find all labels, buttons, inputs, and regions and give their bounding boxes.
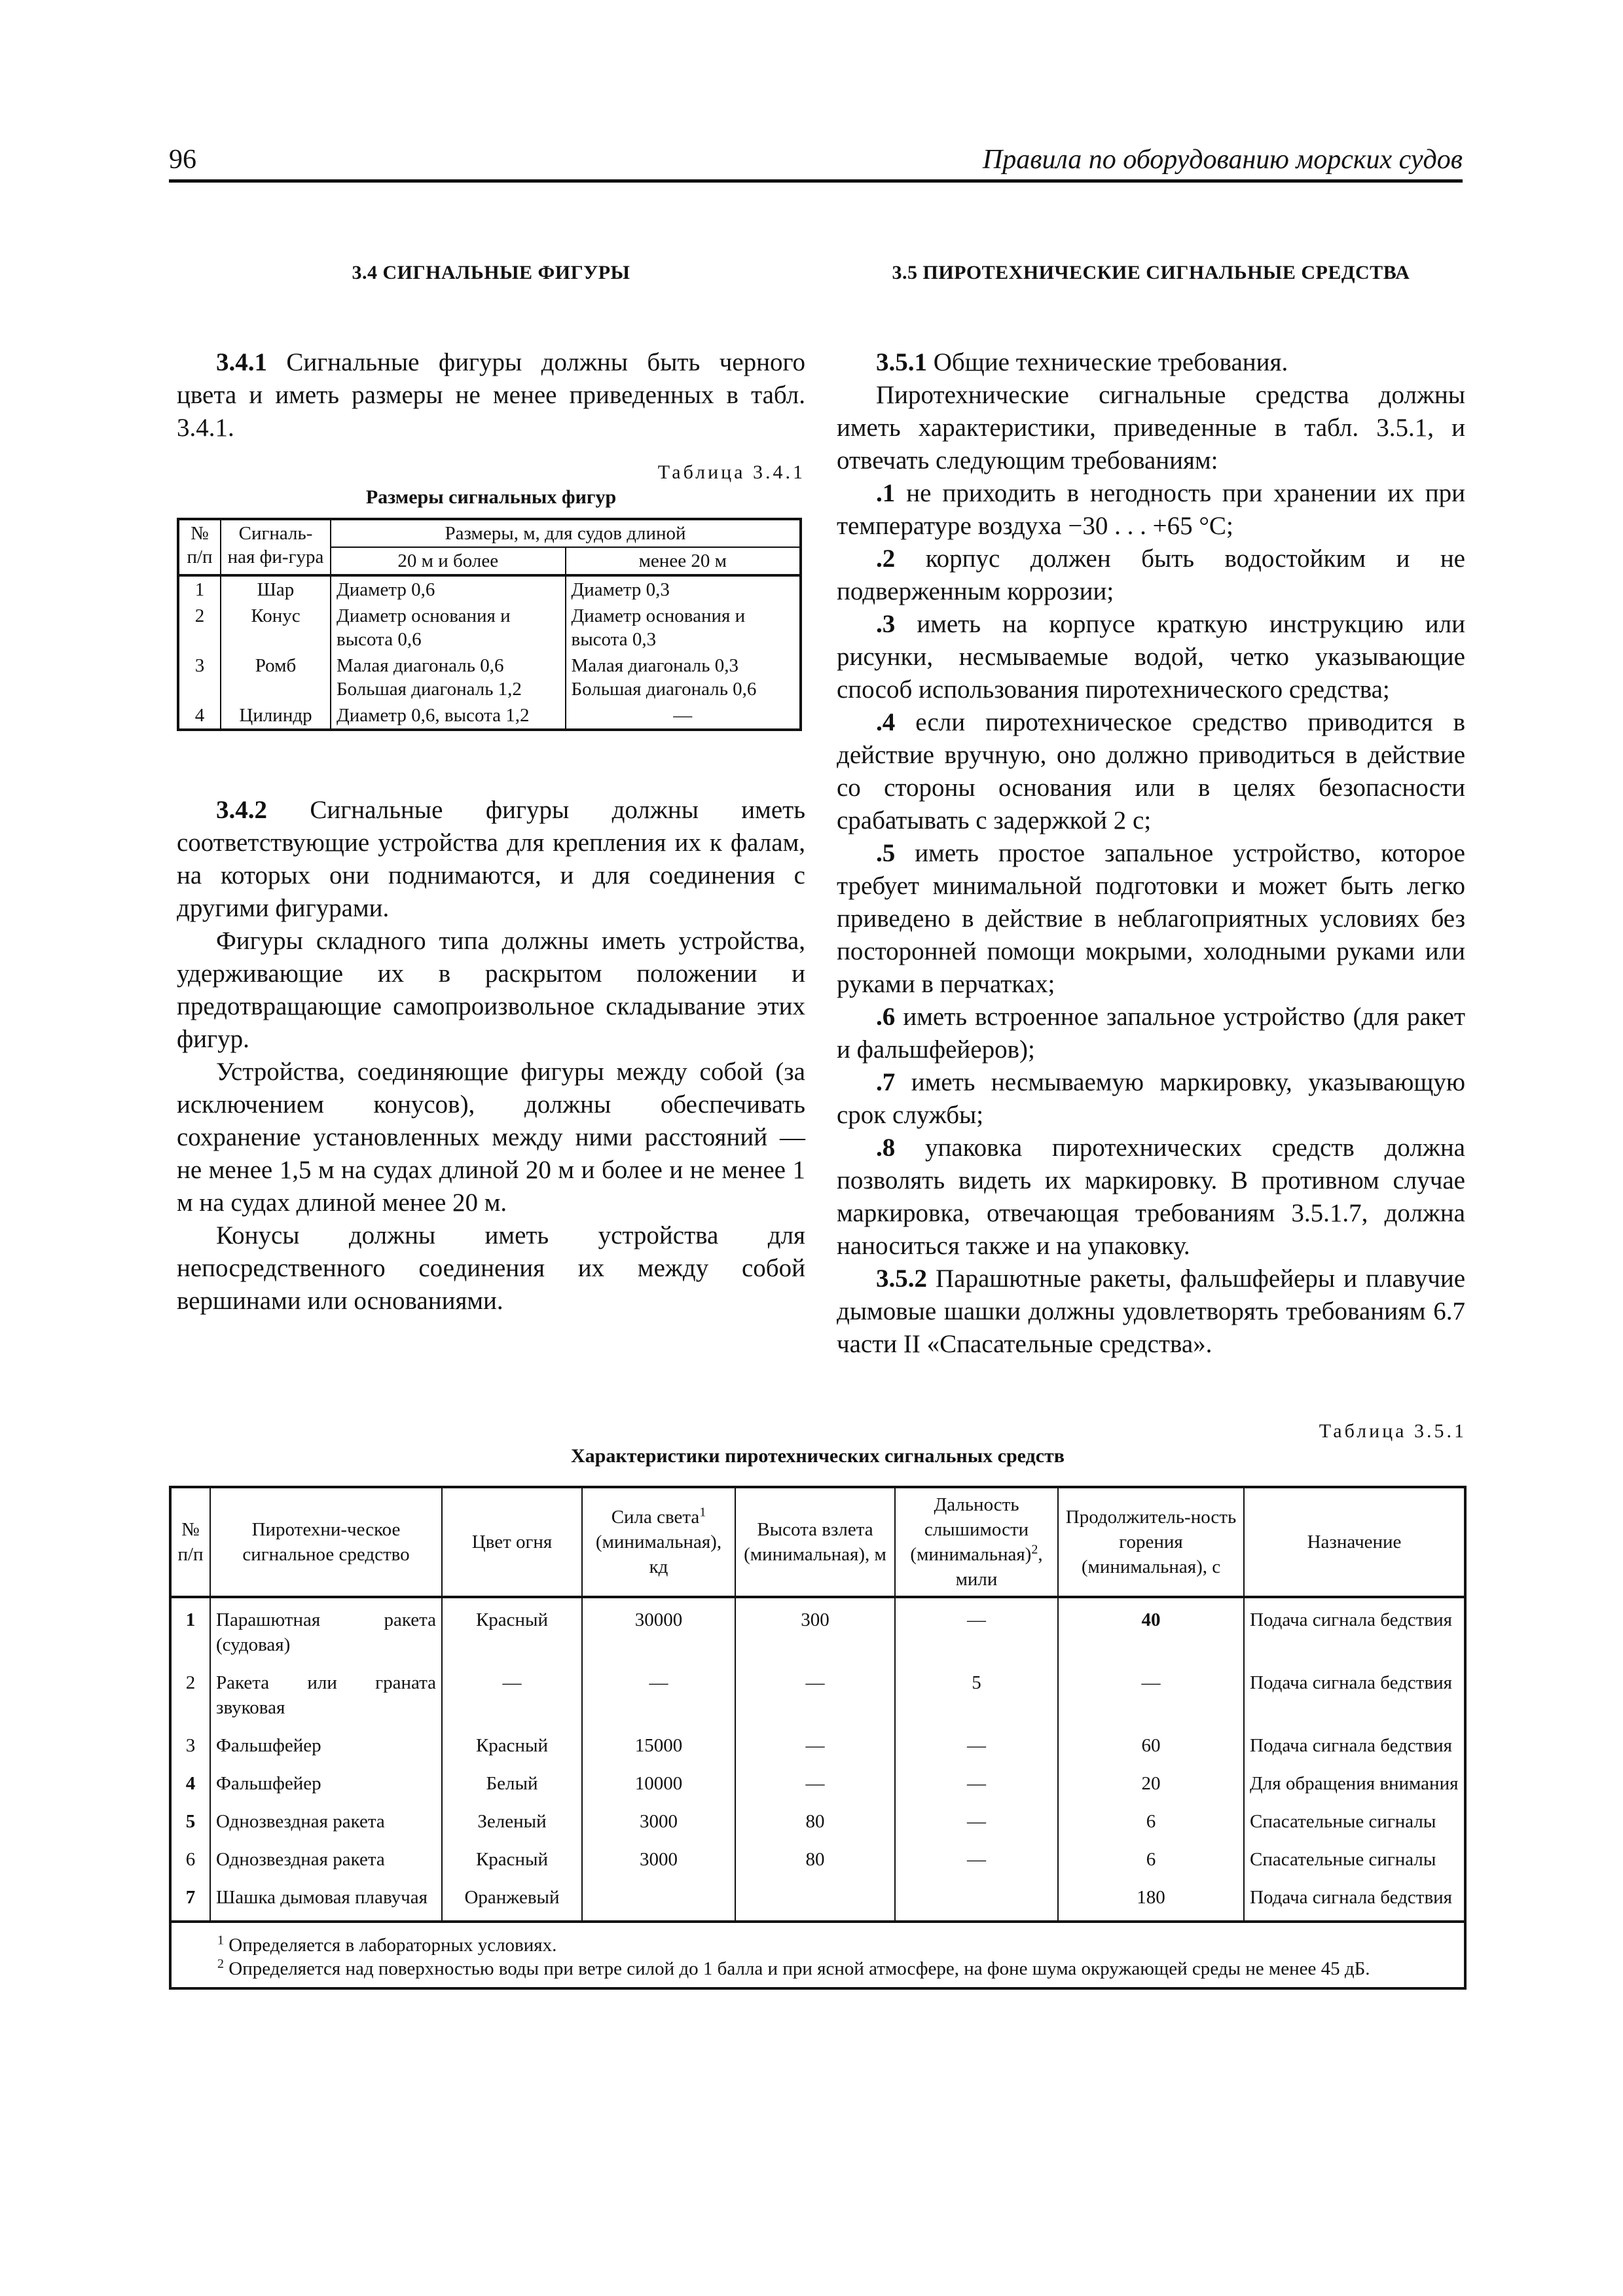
paragraph-cones: Конусы должны иметь устройства для непосредственного соединения их между собой вершинами или основаниями. xyxy=(177,1221,805,1315)
table-row: 1 Парашютная ракета (судовая) Красный 30000 300 — 40 Подача сигнала бедствия xyxy=(170,1597,1465,1668)
col-header-device: Пиротехни-ческое сигнальное средство xyxy=(210,1487,442,1597)
table-3-5-1-title: Характеристики пиротехнических сигнальных средств xyxy=(571,1445,1065,1467)
col-header-sizes: Размеры, м, для судов длиной xyxy=(331,519,801,547)
running-title: Правила по оборудованию морских судов xyxy=(982,145,1463,175)
table-row: 5 Однозвездная ракета Зеленый 3000 80 — 6 Спасательные сигналы xyxy=(170,1806,1465,1844)
col-header-no: № п/п xyxy=(178,519,221,575)
table-row: 1 Шар Диаметр 0,6 Диаметр 0,3 xyxy=(178,575,801,603)
footnote-1: $^1$ Определяется в лабораторных условиях. xyxy=(217,1933,557,1956)
table-row: 7 Шашка дымовая плавучая Оранжевый 180 Подача сигнала бедствия xyxy=(170,1882,1465,1922)
requirement-item: .4 если пиротехническое средство приводится в действие вручную, оно должно приводиться в действие со стороны основания или в целях безопасности срабатывать с задержкой 2 с; xyxy=(837,708,1465,834)
table-row: 3 Ромб Малая диагональ 0,6 Большая диагональ 1,2 Малая диагональ 0,3 Большая диагональ 0,6 xyxy=(178,653,801,702)
table-row: 2 Конус Диаметр основания и высота 0,6 Диаметр основания и высота 0,3 xyxy=(178,603,801,653)
col-header-under-20m: менее 20 м xyxy=(566,547,801,575)
table-3-4-1-title: Размеры сигнальных фигур xyxy=(365,486,617,508)
table-footnotes xyxy=(169,1923,1467,1990)
paragraph-3-4-1: 3.4.1 Сигнальные фигуры должны быть черного цвета и иметь размеры не менее приведенных в табл. 3.4.1. xyxy=(177,348,805,442)
col-header-purpose: Назначение xyxy=(1244,1487,1465,1597)
table-row: 2 Ракета или граната звуковая — — — 5 — Подача сигнала бедствия xyxy=(170,1668,1465,1731)
page-header xyxy=(169,143,1463,183)
table-row: 3 Фальшфейер Красный 15000 — — 60 Подача сигнала бедствия xyxy=(170,1731,1465,1768)
table-3-5-1 xyxy=(169,1486,1467,1923)
paragraph-3-5-1: 3.5.1 Общие технические требования. xyxy=(876,348,1288,376)
requirement-item: .7 иметь несмываемую маркировку, указывающую срок службы; xyxy=(837,1068,1465,1129)
requirement-item: .5 иметь простое запальное устройство, которое требует минимальной подготовки и может быть легко приведено в действие в неблагоприятных условиях без посторонней помощи мокрыми, холодными руками или руками в перчатках; xyxy=(837,839,1465,998)
table-3-5-1-label: Таблица 3.5.1 xyxy=(1319,1420,1467,1442)
col-header-height: Высота взлета (минимальная), м xyxy=(735,1487,895,1597)
requirement-item: .3 иметь на корпусе краткую инструкцию или рисунки, несмываемые водой, четко указывающие способ использования пиротехнического средства; xyxy=(837,610,1465,704)
col-header-duration: Продолжитель-ность горения (минимальная), с xyxy=(1058,1487,1244,1597)
table-3-4-1 xyxy=(177,518,802,731)
section-3-5-title: 3.5 ПИРОТЕХНИЧЕСКИЕ СИГНАЛЬНЫЕ СРЕДСТВА xyxy=(892,262,1410,283)
table-row: 4 Цилиндр Диаметр 0,6, высота 1,2 — xyxy=(178,702,801,730)
paragraph-connecting-devices: Устройства, соединяющие фигуры между собой (за исключением конусов), должны обеспечивать сохранение установленных между ними расстояний — не менее 1,5 м на судах длиной 20 м и более и не менее 1 м на судах длиной менее 20 м. xyxy=(177,1058,805,1217)
page-number: 96 xyxy=(169,145,196,175)
footnote-2: $^2$ Определяется над поверхностью воды при ветре силой до 1 балла и при ясной атмосфере, на фоне шума окружающей среды не менее 45 дБ. xyxy=(217,1956,1370,1979)
col-header-light: Сила света$^1$ (минимальная), кд xyxy=(582,1487,735,1597)
section-3-4-title: 3.4 СИГНАЛЬНЫЕ ФИГУРЫ xyxy=(352,262,630,283)
col-header-range: Дальность слышимости (минимальная)$^2$, мили xyxy=(895,1487,1058,1597)
requirement-item: .8 упаковка пиротехнических средств должна позволять видеть их маркировку. В противном случае маркировка, отвечающая требованиям 3.5.1.7, должна наноситься также и на упаковку. xyxy=(837,1134,1465,1260)
table-row: 4 Фальшфейер Белый 10000 — — 20 Для обращения внимания xyxy=(170,1768,1465,1806)
col-header-color: Цвет огня xyxy=(442,1487,582,1597)
requirement-item: .1 не приходить в негодность при хранении их при температуре воздуха −30 . . . +65 °C; xyxy=(837,479,1465,540)
table-3-4-1-label: Таблица 3.4.1 xyxy=(657,461,805,483)
paragraph-folding-figures: Фигуры складного типа должны иметь устройства, удерживающие их в раскрытом положении и предотвращающие самопроизвольное складывание этих фигур. xyxy=(177,927,805,1053)
col-header-no: № п/п xyxy=(170,1487,210,1597)
paragraph-pyro-intro: Пиротехнические сигнальные средства должны иметь характеристики, приведенные в табл. 3.5.1, и отвечать следующим требованиям: xyxy=(837,381,1465,475)
table-3-5-1-block xyxy=(169,1420,1467,1990)
requirement-item: .2 корпус должен быть водостойким и не подверженным коррозии; xyxy=(837,545,1465,605)
table-row: 6 Однозвездная ракета Красный 3000 80 — 6 Спасательные сигналы xyxy=(170,1844,1465,1882)
col-header-20m-plus: 20 м и более xyxy=(331,547,566,575)
paragraph-3-5-2: 3.5.2 Парашютные ракеты, фальшфейеры и плавучие дымовые шашки должны удовлетворять требованиям 6.7 части II «Спасательные средства». xyxy=(837,1265,1465,1358)
col-header-figure: Сигналь-ная фи-гура xyxy=(221,519,331,575)
paragraph-3-4-2: 3.4.2 Сигнальные фигуры должны иметь соответствующие устройства для крепления их к фалам, на которых они поднимаются, и для соединения с другими фигурами. xyxy=(177,796,805,922)
right-column xyxy=(837,262,1465,1361)
left-column xyxy=(177,262,805,1318)
requirement-item: .6 иметь встроенное запальное устройство (для ракет и фальшфейеров); xyxy=(837,1003,1465,1064)
